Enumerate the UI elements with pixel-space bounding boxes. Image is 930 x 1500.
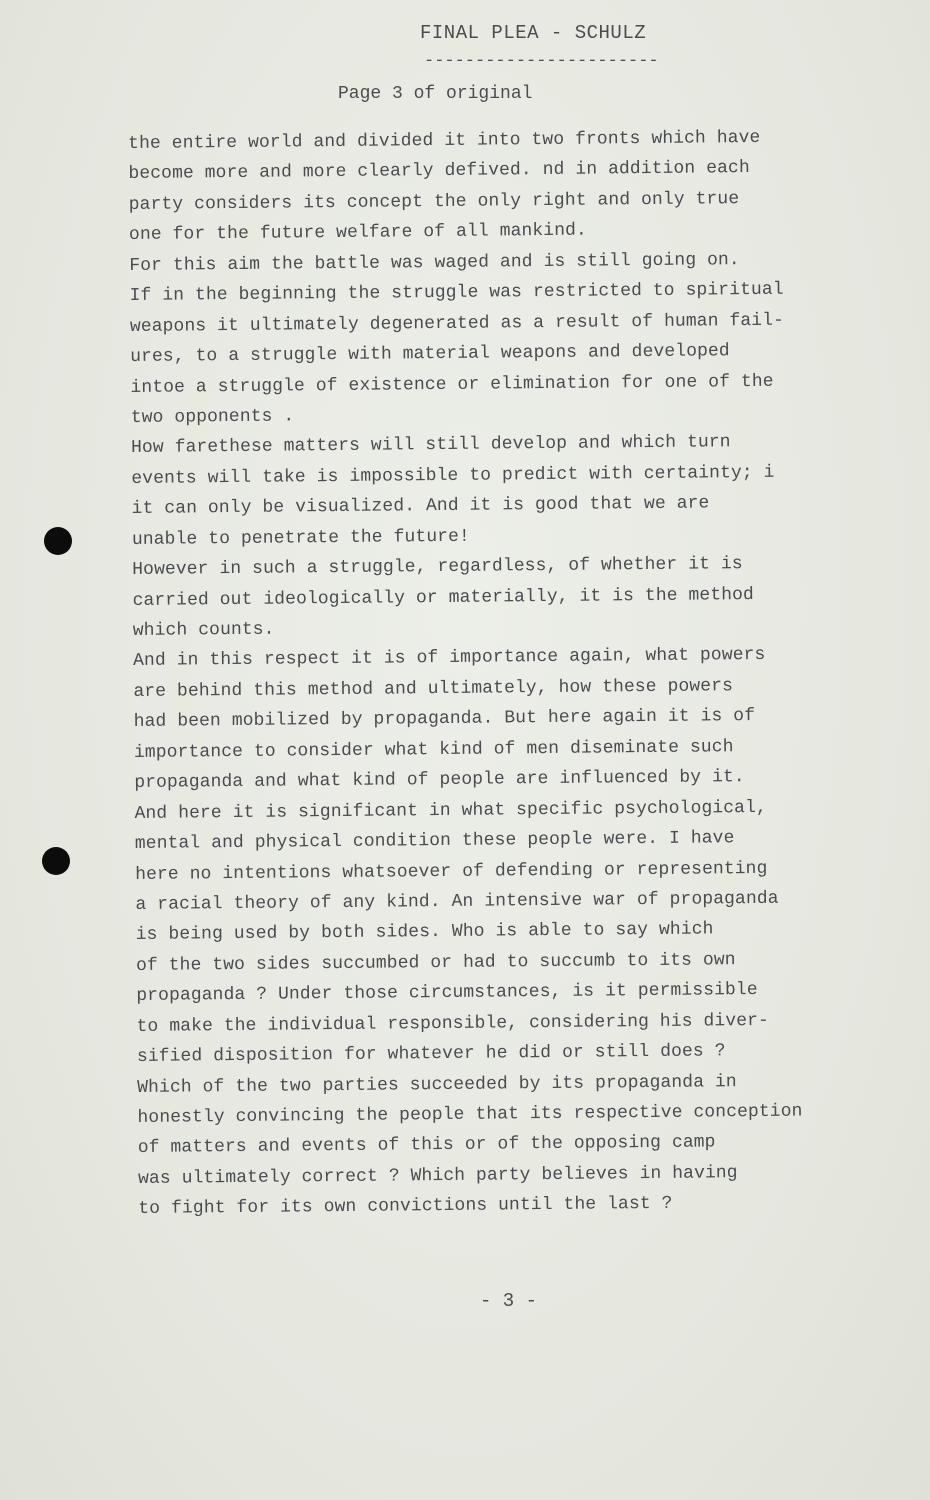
text-line: become more and more clearly defived. nd in addition each — [128, 158, 750, 185]
text-line: ures, to a struggle with material weapons and developed — [130, 341, 730, 368]
punch-hole-lower — [42, 847, 70, 875]
text-line: importance to consider what kind of men diseminate such — [133, 736, 734, 763]
text-line: For this aim the battle was waged and is still going on. — [129, 249, 740, 276]
text-line: it can only be visualized. And it is good that we are — [131, 493, 710, 520]
text-line: of the two sides succumbed or had to succumb to its own — [135, 950, 736, 976]
body-text — [128, 122, 898, 1225]
text-line: party considers its concept the only right and only true — [128, 189, 740, 215]
page-number: - 3 - — [480, 1290, 538, 1312]
text-line: propaganda and what kind of people are influenced by it. — [134, 767, 745, 794]
text-line: events will take is impossible to predict with certainty; i — [131, 462, 775, 489]
text-line: is being used by both sides. Who is able to say which — [135, 919, 714, 946]
text-line: was ultimately correct ? Which party believes in having — [137, 1163, 738, 1189]
text-line: here no intentions whatsoever of defending or representing — [135, 858, 768, 885]
text-line: one for the future welfare of all mankind. — [128, 220, 587, 246]
text-line: If in the beginning the struggle was restricted to spiritual — [129, 279, 784, 307]
text-line: are behind this method and ultimately, how these powers — [133, 676, 734, 702]
text-line: intoe a struggle of existence or elimination for one of the — [130, 371, 774, 398]
text-line: carried out ideologically or materially, it is the method — [132, 584, 755, 611]
text-line: the entire world and divided it into two fronts which have — [128, 127, 761, 154]
text-line: to make the individual responsible, considering his diver- — [136, 1010, 769, 1037]
text-line: honestly convincing the people that its respective conception — [137, 1101, 803, 1128]
punch-hole-upper — [44, 527, 72, 555]
text-line: two opponents . — [130, 406, 295, 428]
text-line: a racial theory of any kind. An intensive war of propaganda — [135, 888, 779, 915]
title-underline: ----------------------- — [424, 52, 659, 71]
text-line: And in this respect it is of importance again, what powers — [133, 645, 766, 672]
text-line: of matters and events of this or of the opposing camp — [137, 1132, 716, 1159]
text-line: to fight for its own convictions until the last ? — [138, 1194, 673, 1220]
text-line: weapons it ultimately degenerated as a result of human fail- — [129, 310, 785, 337]
text-line: mental and physical condition these people were. I have — [134, 828, 735, 855]
text-line: propaganda ? Under those circumstances, is it permissible — [136, 980, 758, 1007]
text-line: had been mobilized by propaganda. But here again it is of — [133, 706, 756, 733]
page-reference: Page 3 of original — [338, 84, 533, 104]
text-line: Which of the two parties succeeded by its propaganda in — [137, 1071, 737, 1098]
text-line: which counts. — [132, 619, 275, 641]
text-line: However in such a struggle, regardless, of whether it is — [132, 554, 743, 581]
text-line: And here it is significant in what specific psychological, — [134, 797, 767, 824]
text-line: How farethese matters will still develop and which turn — [130, 432, 731, 459]
document-title: FINAL PLEA - SCHULZ — [420, 22, 647, 44]
text-line: sified disposition for whatever he did or still does ? — [136, 1041, 726, 1068]
text-line: unable to penetrate the future! — [131, 526, 470, 550]
